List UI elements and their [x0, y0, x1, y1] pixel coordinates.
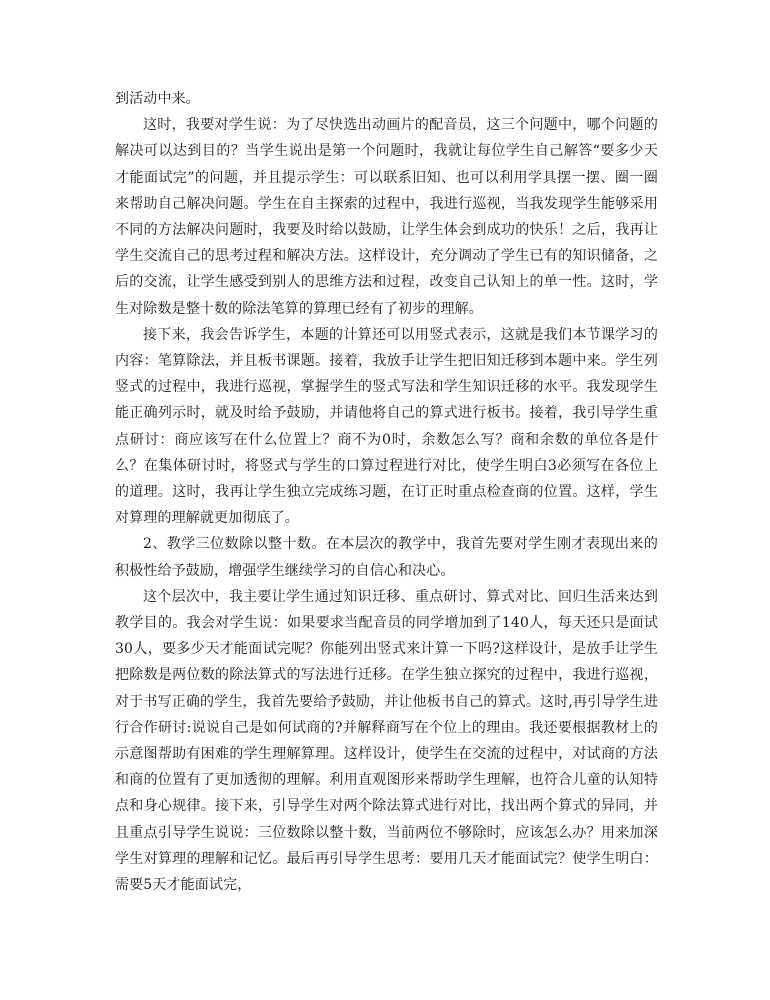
paragraph-2: 这时，我要对学生说：为了尽快选出动画片的配音员，这三个问题中，哪个问题的解决可以达到目的？当学生说出是第一个问题时，我就让每位学生自己解答“要多少天才能面试完”的问题，并且提示学生：可以联系旧知、也可以利用学具摆一摆、圈一圈来帮助自己解决问题。学生在自主探索的过程中，我进行巡视，当我发现学生能够采用不同的方法解决问题时，我要及时给以鼓励，让学生体会到成功的快乐！之后，我再让学生交流自己的思考过程和解决方法。这样设计，充分调动了学生已有的知识储备，之后的交流，让学生感受到别人的思维方法和过程，改变自己认知上的单一性。这时，学生对除数是整十数的除法笔算的算理已经有了初步的理解。	[115, 117, 658, 317]
paragraph-1: 到活动中来。	[115, 91, 200, 107]
paragraph-4: 2、教学三位数除以整十数。在本层次的教学中，我首先要对学生刚才表现出来的积极性给予鼓励，增强学生继续学习的自信心和决心。	[115, 536, 658, 579]
paragraph-3: 接下来，我会告诉学生，本题的计算还可以用竖式表示，这就是我们本节课学习的内容：笔算除法，并且板书课题。接着，我放手让学生把旧知迁移到本题中来。学生列竖式的过程中，我进行巡视，掌握学生的竖式写法和学生知识迁移的水平。我发现学生能正确列示时，就及时给予鼓励，并请他将自己的算式进行板书。接着，我引导学生重点研讨：商应该写在什么位置上？商不为0时，余数怎么写？商和余数的单位各是什么？在集体研讨时，将竖式与学生的口算过程进行对比，使学生明白3必须写在各位上的道理。这时，我再让学生独立完成练习题，在订正时重点检查商的位置。这样，学生对算理的理解就更加彻底了。	[115, 326, 658, 527]
document-page	[115, 86, 658, 898]
paragraph-5: 这个层次中，我主要让学生通过知识迁移、重点研讨、算式对比、回归生活来达到教学目的。我会对学生说：如果要求当配音员的同学增加到了140人，每天还只是面试30人，要多少天才能面试完呢？你能列出竖式来计算一下吗?这样设计，是放手让学生把除数是两位数的除法算式的写法进行迁移。在学生独立探究的过程中，我进行巡视，对于书写正确的学生，我首先要给予鼓励，并让他板书自己的算式。这时,再引导学生进行合作研讨:说说自己是如何试商的?并解释商写在个位上的理由。我还要根据教材上的示意图帮助有困难的学生理解算理。这样设计，使学生在交流的过程中，对试商的方法和商的位置有了更加透彻的理解。利用直观图形来帮助学生理解，也符合儿童的认知特点和身心规律。接下来，引导学生对两个除法算式进行对比，找出两个算式的异同，并且重点引导学生说说：三位数除以整十数，当前两位不够除时，应该怎么办？用来加深学生对算理的理解和记忆。最后再引导学生思考：要用几天才能面试完？使学生明白：需要5天才能面试完，	[115, 588, 658, 894]
